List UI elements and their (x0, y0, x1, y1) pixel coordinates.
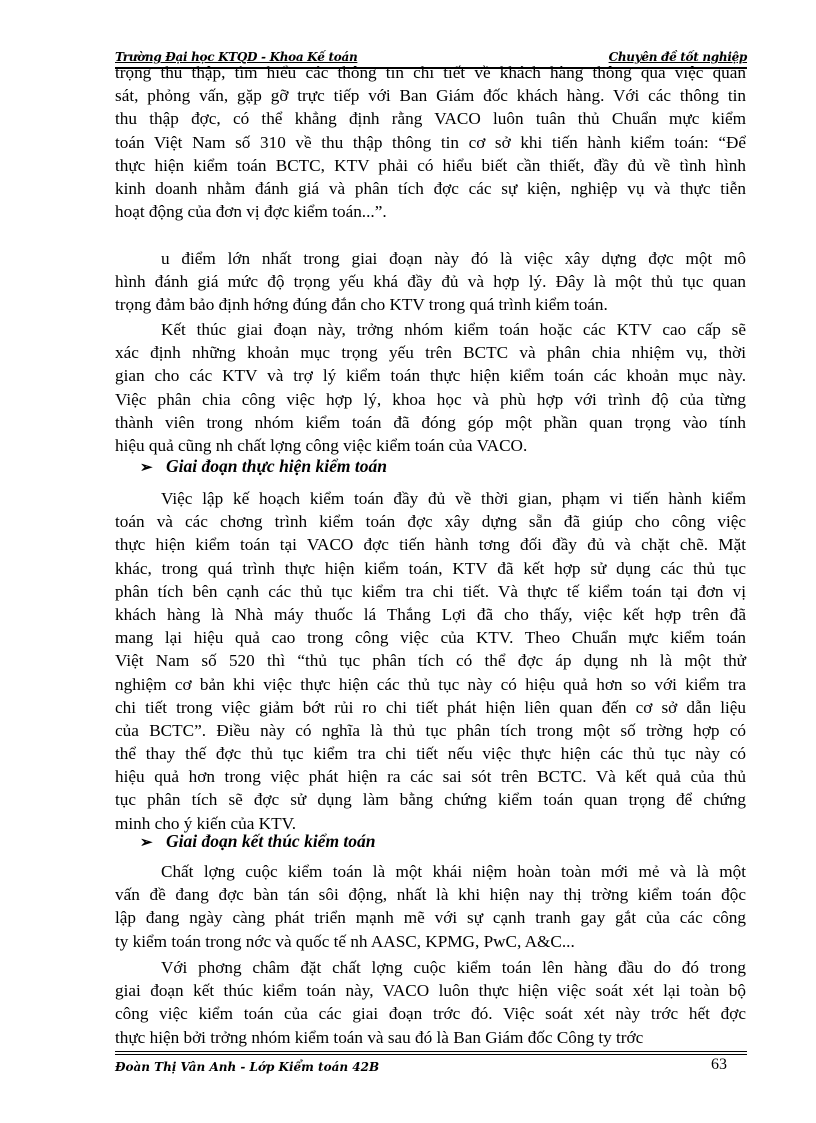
paragraph (115, 860, 746, 953)
text-line: Việt Nam số 520 thì “thủ tục phân tích có thể đợc áp dụng nh là một thử (115, 651, 746, 671)
text-line: trọng đảm bảo định hớng đúng đắn cho KTV trong quá trình kiểm toán. (115, 295, 608, 315)
text-line: Việc phân chia công việc hợp lý, khoa học và phù hợp với trình độ của từng (115, 389, 746, 409)
header-right: Chuyên đề tốt nghiệp (608, 50, 747, 64)
text-line: trọng thu thập, tìm hiểu các thông tin chi tiết về khách hàng thông qua việc quan (115, 63, 746, 82)
text-line: u điểm lớn nhất trong giai đoạn này đó là việc xây dựng đợc một mô (161, 249, 746, 268)
text-line: khác, trong quá trình thực hiện kiểm toán, KTV đã kết hợp sử dụng các thủ tục (115, 558, 746, 578)
text-line: minh cho ý kiến của KTV. (115, 813, 297, 833)
text-line: khách hàng là Nhà máy thuốc lá Thắng Lợi đã cho thấy, việc kết hợp trên đã (115, 604, 746, 624)
paragraph (115, 318, 746, 457)
paragraph (115, 956, 746, 1049)
text-line: thực hiện kiểm toán BCTC, KTV phải có hiểu biết cần thiết, đầy đủ về tình hình (115, 155, 746, 175)
section-heading (140, 456, 387, 477)
text-line: giai đoạn kết thúc kiểm toán này, VACO luôn thực hiện việc soát xét lại toàn bộ (115, 981, 746, 1001)
text-line: vấn đề đang đợc bàn tán sôi động, nhất là khi hiện nay thị trờng kiểm toán độc (115, 885, 746, 905)
text-line: ty kiểm toán trong nớc và quốc tế nh AASC, KPMG, PwC, A&C... (115, 931, 575, 951)
paragraph (115, 487, 746, 835)
text-line: sát, phỏng vấn, gặp gỡ trực tiếp với Ban Giám đốc khách hàng. Với các thông tin (115, 86, 746, 106)
text-line: công việc kiểm toán của các giai đoạn trớc đó. Việc soát xét này trớc hết đợc (115, 1004, 746, 1024)
paragraph (115, 247, 746, 317)
header-left: Trường Đại học KTQD - Khoa Kế toán (115, 50, 358, 64)
text-line: lập đang ngày càng phát triển mạnh mẽ với sự cạnh tranh gay gắt của các công (115, 908, 746, 928)
text-line: toán và các chơng trình kiểm toán đợc xây dựng sẵn đã giúp cho công việc (115, 512, 746, 532)
text-line: toán Việt Nam số 310 về thu thập thông tin cơ sở khi tiến hành kiểm toán: “Để (115, 132, 746, 152)
text-line: Với phơng châm đặt chất lợng cuộc kiểm toán lên hàng đầu do đó trong (161, 958, 746, 977)
paragraph (115, 61, 746, 223)
text-line: hiệu quả hơn trong việc phát hiện ra các sai sót trên BCTC. Và kết quả của thủ (115, 767, 746, 787)
section-heading (140, 831, 376, 852)
text-line: hoạt động của đơn vị đợc kiểm toán...”. (115, 202, 387, 222)
text-line: chi tiết trong việc giảm bớt rủi ro chi tiết phát hiện liên quan đến cơ sở dẫn liệu (115, 697, 746, 717)
text-line: thành viên trong nhóm kiểm toán đã đóng góp một phần quan trọng vào tính (115, 412, 746, 432)
text-line: hình đánh giá mức độ trọng yếu khá đầy đủ và hợp lý. Đây là một thủ tục quan (115, 272, 746, 292)
text-line: mang lại hiệu quả cao trong công việc của KTV. Theo Chuẩn mực kiểm toán (115, 628, 746, 648)
text-line: Chất lợng cuộc kiểm toán là một khái niệm hoàn toàn mới mẻ và là một (161, 862, 746, 881)
page-number: 63 (711, 1056, 727, 1073)
text-line: tục phân tích sẽ đợc sử dụng làm bằng chứng kiểm toán quan trọng để chứng (115, 790, 746, 810)
heading-text: Giai đoạn thực hiện kiểm toán (166, 456, 387, 476)
text-line: gian cho các KTV và trợ lý kiểm toán thực hiện kiểm toán các khoản mục này. (115, 366, 746, 386)
text-line: của BCTC”. Điều này có nghĩa là thủ tục phân tích trong một số trờng hợp có (115, 720, 746, 740)
text-line: thu thập đợc, có thể khẳng định rằng VACO luôn tuân thủ Chuẩn mực kiểm (115, 109, 746, 129)
heading-text: Giai đoạn kết thúc kiểm toán (166, 831, 376, 851)
text-line: thể thay thế đợc thủ tục kiểm tra chi tiết nếu việc thực hiện các thủ tục này có (115, 744, 746, 764)
text-line: phân tích bên cạnh các thủ tục kiểm tra chi tiết. Và thực tế kiểm toán tại đơn vị (115, 581, 746, 601)
arrow-bullet-icon: ➢ (140, 835, 153, 851)
footer-author: Đoàn Thị Vân Anh - Lớp Kiểm toán 42B (115, 1060, 380, 1074)
text-line: Việc lập kế hoạch kiểm toán đầy đủ về thời gian, phạm vi tiến hành kiểm (161, 489, 746, 508)
arrow-bullet-icon: ➢ (140, 460, 153, 476)
footer-rule (115, 1051, 747, 1055)
page-footer (115, 1056, 747, 1074)
text-line: Kết thúc giai đoạn này, trởng nhóm kiểm toán hoặc các KTV cao cấp sẽ (161, 320, 746, 339)
text-line: xác định những khoản mục trọng yếu trên BCTC và phân chia nhiệm vụ, thời (115, 343, 746, 363)
text-line: thực hiện kiểm toán tại VACO đợc tiến hành tơng đối đầy đủ và chặt chẽ. Mặt (115, 535, 746, 555)
text-line: nghiệm cơ bản khi việc thực hiện các thủ tục này có hiệu quả hơn so với kiểm tra (115, 674, 746, 694)
text-line: thực hiện bởi trởng nhóm kiểm toán và sau đó là Ban Giám đốc Công ty trớc (115, 1027, 644, 1047)
text-line: hiệu quả cũng nh chất lợng công việc kiểm toán của VACO. (115, 435, 528, 455)
text-line: kinh doanh nhằm đánh giá và phân tích đợc các sự kiện, nghiệp vụ và thực tiễn (115, 178, 746, 198)
